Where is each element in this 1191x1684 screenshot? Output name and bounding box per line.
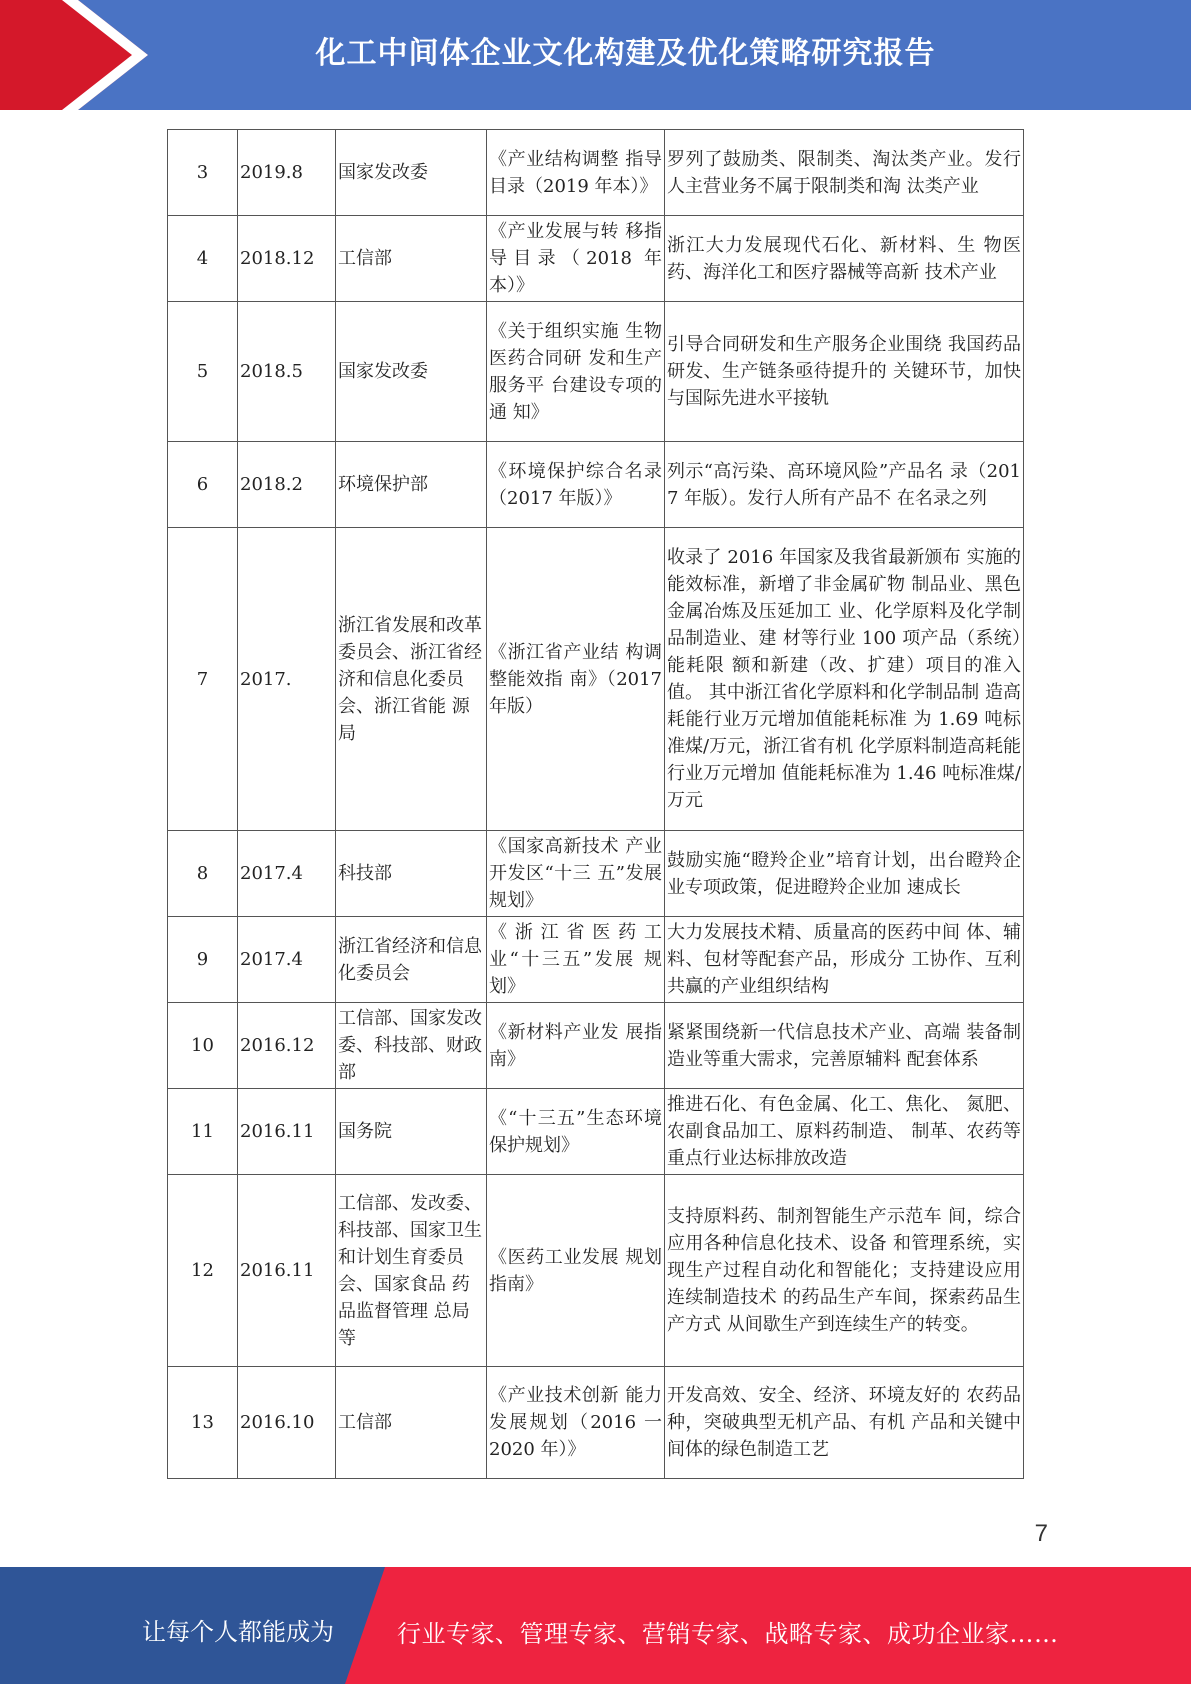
report-title: 化工中间体企业文化构建及优化策略研究报告 bbox=[315, 36, 936, 71]
table-row bbox=[168, 1003, 1024, 1089]
row-org: 浙江省经济和信息化委员会 bbox=[336, 917, 487, 1003]
row-desc: 引导合同研发和生产服务企业围绕 我国药品研发、生产链条亟待提升的 关键环节，加快与国际先进水平接轨 bbox=[665, 302, 1024, 442]
row-date: 2018.2 bbox=[238, 442, 336, 528]
row-doc: 《产业结构调整 指导目录（2019 年本）》 bbox=[487, 130, 665, 216]
row-date: 2017. bbox=[238, 528, 336, 831]
row-org: 浙江省发展和改革委员会、浙江省经济和信息化委员 会、浙江省能 源局 bbox=[336, 528, 487, 831]
page-header bbox=[0, 0, 1191, 110]
row-doc: 《产业技术创新 能力发展规划（2016 一 2020 年）》 bbox=[487, 1367, 665, 1479]
row-org: 工信部 bbox=[336, 1367, 487, 1479]
row-desc: 支持原料药、制剂智能生产示范车 间，综合应用各种信息化技术、设备 和管理系统，实现生产过程自动化和智能化；支持建设应用连续制造技术 的药品生产车间，探索药品生产方式 从间歇生产到连续生产的转变。 bbox=[665, 1175, 1024, 1367]
table-row bbox=[168, 130, 1024, 216]
row-doc: 《新材料产业发 展指南》 bbox=[487, 1003, 665, 1089]
row-date: 2016.11 bbox=[238, 1175, 336, 1367]
row-desc: 大力发展技术精、质量高的医药中间 体、辅料、包材等配套产品，形成分 工协作、互利共赢的产业组织结构 bbox=[665, 917, 1024, 1003]
table-row bbox=[168, 1175, 1024, 1367]
row-desc: 收录了 2016 年国家及我省最新颁布 实施的能效标准，新增了非金属矿物 制品业、黑色金属冶炼及压延加工 业、化学原料及化学制品制造业、建 材等行业 100 项产品（系统）能耗限 额和新建（改、扩建）项目的准入值。 其中浙江省化学原料和化学制品制 造高耗能行业万元增加值能耗标准 为 1.69 吨标准煤/万元，浙江省有机 化学原料制造高耗能行业万元增加 值能耗标准为 1.46 吨标准煤/万元 bbox=[665, 528, 1024, 831]
table-row bbox=[168, 302, 1024, 442]
row-doc: 《医药工业发展 规划指南》 bbox=[487, 1175, 665, 1367]
row-org: 国家发改委 bbox=[336, 302, 487, 442]
policy-table bbox=[167, 129, 1024, 1479]
row-org: 工信部、发改委、科技部、国家卫生和计划生育委员 会、国家食品 药品监督管理 总局等 bbox=[336, 1175, 487, 1367]
row-number: 9 bbox=[168, 917, 238, 1003]
row-org: 国务院 bbox=[336, 1089, 487, 1175]
row-number: 5 bbox=[168, 302, 238, 442]
page-number: 7 bbox=[1034, 1520, 1048, 1547]
row-number: 8 bbox=[168, 831, 238, 917]
footer-slogan-left: 让每个人都能成为 bbox=[142, 1618, 334, 1646]
table-row bbox=[168, 1089, 1024, 1175]
row-number: 10 bbox=[168, 1003, 238, 1089]
row-doc: 《浙江省产业结 构调整能效指 南》（2017 年版） bbox=[487, 528, 665, 831]
row-date: 2016.11 bbox=[238, 1089, 336, 1175]
row-number: 7 bbox=[168, 528, 238, 831]
footer-slogan-right: 行业专家、管理专家、营销专家、战略专家、成功企业家…… bbox=[397, 1620, 1059, 1648]
row-org: 科技部 bbox=[336, 831, 487, 917]
row-doc: 《国家高新技术 产业开发区“十三 五”发展规划》 bbox=[487, 831, 665, 917]
row-desc: 开发高效、安全、经济、环境友好的 农药品种，突破典型无机产品、有机 产品和关键中间体的绿色制造工艺 bbox=[665, 1367, 1024, 1479]
row-number: 11 bbox=[168, 1089, 238, 1175]
row-doc: 《环境保护综合名录（2017 年版）》 bbox=[487, 442, 665, 528]
row-number: 12 bbox=[168, 1175, 238, 1367]
row-number: 6 bbox=[168, 442, 238, 528]
table-row bbox=[168, 442, 1024, 528]
row-date: 2019.8 bbox=[238, 130, 336, 216]
row-date: 2018.12 bbox=[238, 216, 336, 302]
table-row bbox=[168, 528, 1024, 831]
row-date: 2017.4 bbox=[238, 831, 336, 917]
row-desc: 紧紧围绕新一代信息技术产业、高端 装备制造业等重大需求，完善原辅料 配套体系 bbox=[665, 1003, 1024, 1089]
row-desc: 鼓励实施“瞪羚企业”培育计划，出台瞪羚企业专项政策，促进瞪羚企业加 速成长 bbox=[665, 831, 1024, 917]
table-row bbox=[168, 831, 1024, 917]
row-doc: 《产业发展与转 移指导目录（2018 年本）》 bbox=[487, 216, 665, 302]
row-desc: 列示“高污染、高环境风险”产品名 录（2017 年版）。发行人所有产品不 在名录之列 bbox=[665, 442, 1024, 528]
row-number: 4 bbox=[168, 216, 238, 302]
row-date: 2017.4 bbox=[238, 917, 336, 1003]
row-desc: 浙江大力发展现代石化、新材料、生 物医药、海洋化工和医疗器械等高新 技术产业 bbox=[665, 216, 1024, 302]
row-date: 2018.5 bbox=[238, 302, 336, 442]
row-doc: 《关于组织实施 生物医药合同研 发和生产服务平 台建设专项的通 知》 bbox=[487, 302, 665, 442]
row-doc: 《“十三五”生态环境保护规划》 bbox=[487, 1089, 665, 1175]
page-footer bbox=[0, 1567, 1191, 1684]
row-desc: 罗列了鼓励类、限制类、淘汰类产业。发行人主营业务不属于限制类和淘 汰类产业 bbox=[665, 130, 1024, 216]
row-doc: 《浙江省医药工 业“十三五”发展 规划》 bbox=[487, 917, 665, 1003]
row-number: 3 bbox=[168, 130, 238, 216]
row-number: 13 bbox=[168, 1367, 238, 1479]
row-date: 2016.12 bbox=[238, 1003, 336, 1089]
row-org: 环境保护部 bbox=[336, 442, 487, 528]
row-org: 工信部 bbox=[336, 216, 487, 302]
row-org: 工信部、国家发改委、科技部、财政部 bbox=[336, 1003, 487, 1089]
table-row bbox=[168, 1367, 1024, 1479]
table-row bbox=[168, 917, 1024, 1003]
table-row bbox=[168, 216, 1024, 302]
row-desc: 推进石化、有色金属、化工、焦化、 氮肥、农副食品加工、原料药制造、 制革、农药等重点行业达标排放改造 bbox=[665, 1089, 1024, 1175]
row-org: 国家发改委 bbox=[336, 130, 487, 216]
row-date: 2016.10 bbox=[238, 1367, 336, 1479]
